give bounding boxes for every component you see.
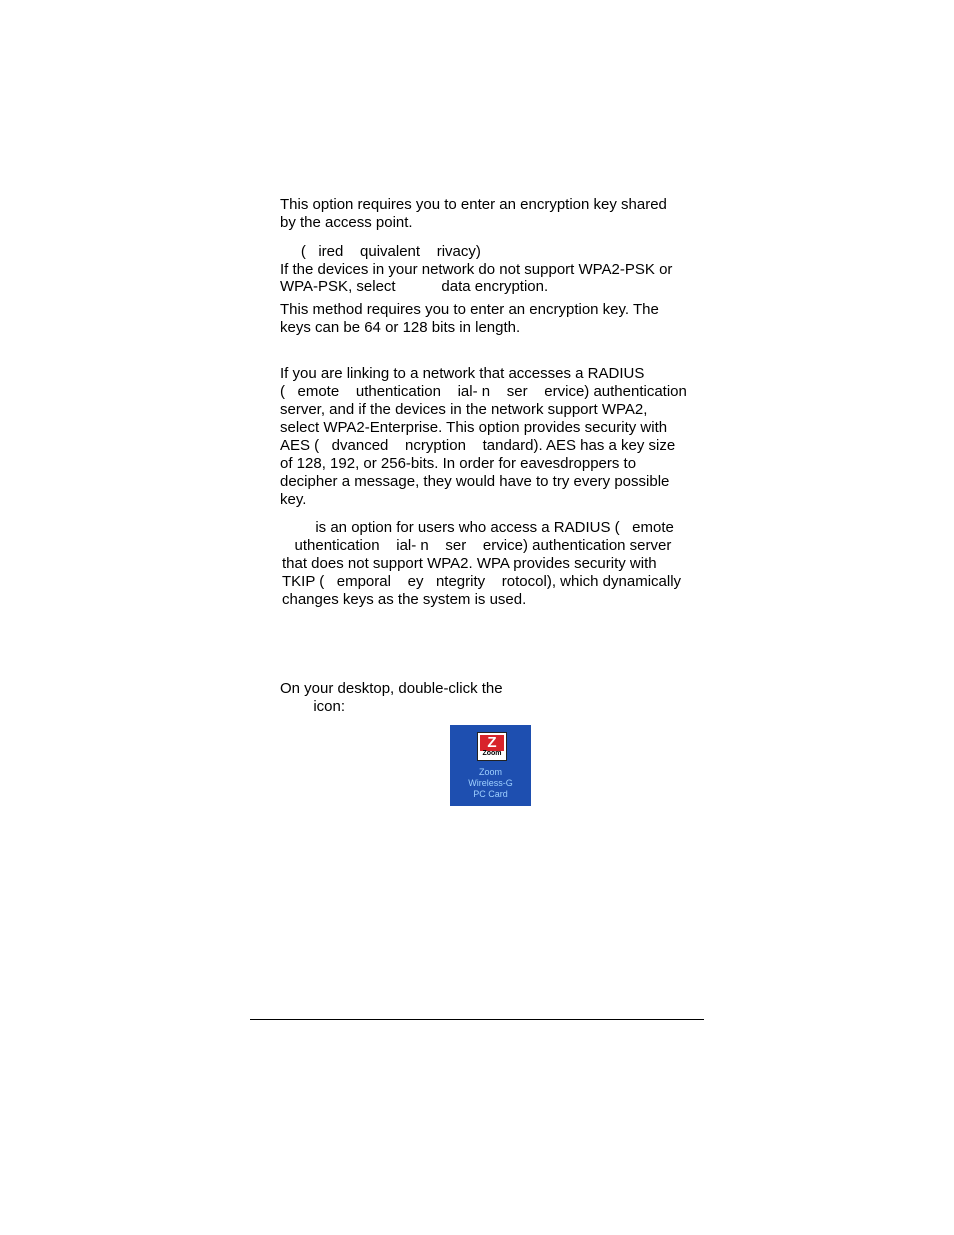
wep-line-4: keys can be 64 or 128 bits in length. xyxy=(280,319,521,336)
wpa2-ent-line-8: key. xyxy=(280,491,307,508)
wpa2-ent-line-6: of 128, 192, or 256-bits. In order for eavesdroppers to xyxy=(280,455,637,472)
wpa2-ent-line-1: If you are linking to a network that accesses a RADIUS xyxy=(280,365,645,382)
wpa2-ent-line-2: ( emote uthentication ial- n ser ervice) authentication xyxy=(280,383,687,400)
wep-line-1: If the devices in your network do not support WPA2-PSK or xyxy=(280,261,673,278)
footer-divider xyxy=(250,1019,704,1020)
zoom-logo-icon xyxy=(477,732,507,761)
zoom-wireless-desktop-icon[interactable] xyxy=(450,725,531,806)
shared-key-line-2: by the access point. xyxy=(280,214,413,231)
wep-line-2: WPA-PSK, select data encryption. xyxy=(280,278,549,295)
wpa-ent-line-3: that does not support WPA2. WPA provides security with xyxy=(282,555,657,572)
wpa2-ent-line-7: decipher a message, they would have to try every possible xyxy=(280,473,670,490)
wpa-ent-line-1: is an option for users who access a RADIUS ( emote xyxy=(282,519,674,536)
logo-word: Zoom xyxy=(482,750,502,757)
icon-label-line-1: Zoom xyxy=(478,767,502,777)
wpa2-ent-line-4: select WPA2-Enterprise. This option provides security with xyxy=(280,419,668,436)
logo-letter: Z xyxy=(487,734,497,751)
shared-key-line-1: This option requires you to enter an encryption key shared xyxy=(280,196,667,213)
icon-label-line-3: PC Card xyxy=(473,789,508,799)
wpa2-ent-line-5: AES ( dvanced ncryption tandard). AES has a key size xyxy=(280,437,676,454)
wpa-ent-line-4: TKIP ( emporal ey ntegrity rotocol), which dynamically xyxy=(282,573,682,590)
wep-heading: ( ired quivalent rivacy) xyxy=(280,243,481,260)
wep-line-3: This method requires you to enter an encryption key. The xyxy=(280,301,659,318)
wpa2-ent-line-3: server, and if the devices in the network support WPA2, xyxy=(280,401,648,418)
wpa-ent-line-5: changes keys as the system is used. xyxy=(282,591,527,608)
icon-label-line-2: Wireless-G xyxy=(468,778,513,788)
wpa-ent-line-2: uthentication ial- n ser ervice) authentication server xyxy=(282,537,672,554)
desktop-line-1: On your desktop, double-click the xyxy=(280,680,503,697)
desktop-line-2: icon: xyxy=(280,698,346,715)
